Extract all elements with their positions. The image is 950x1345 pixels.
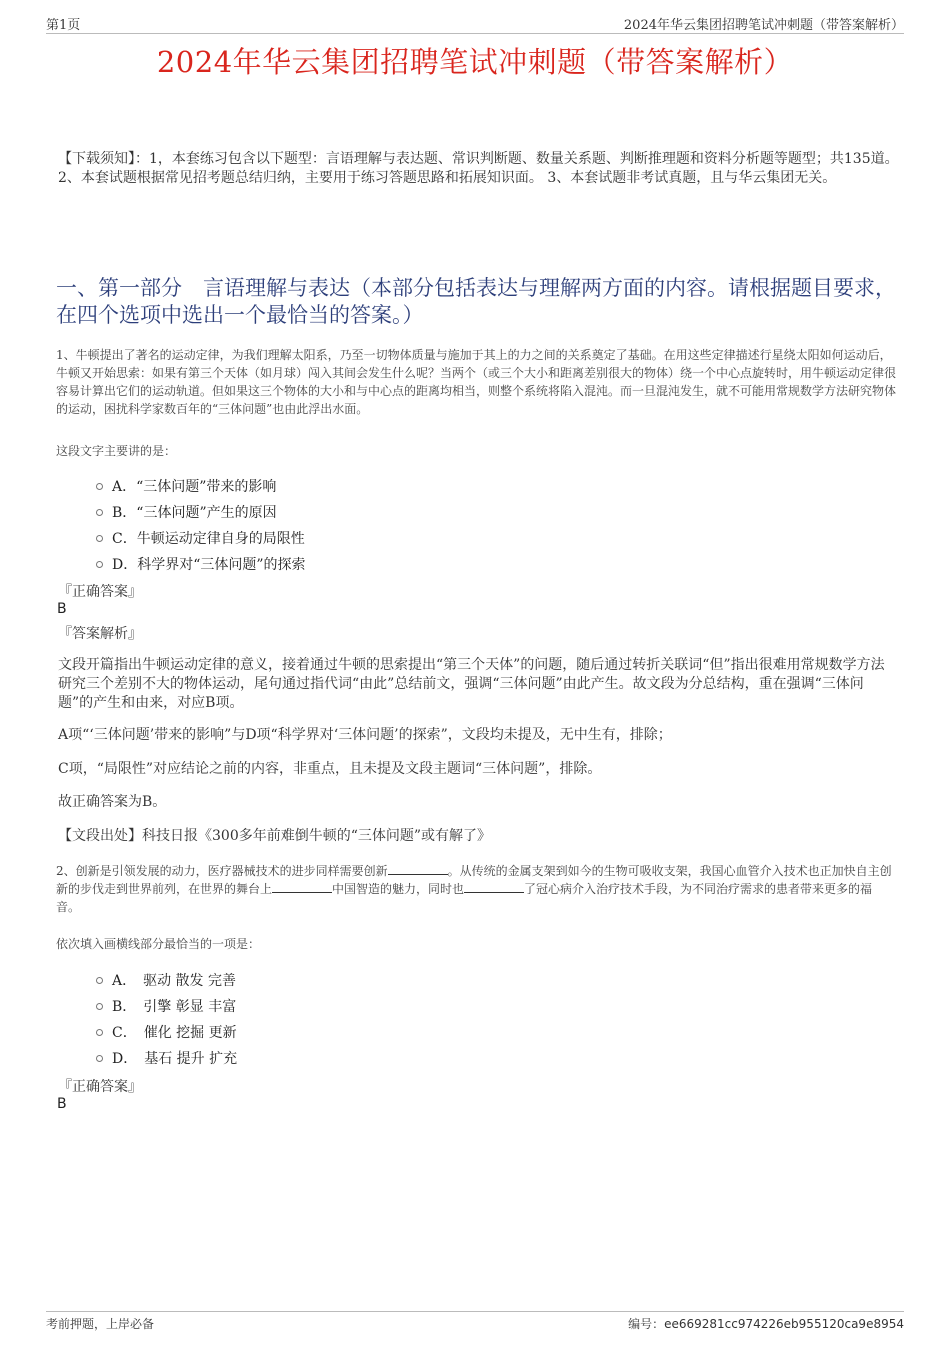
q1-analysis-paragraph: C项，“局限性”对应结论之前的内容，非重点，且未提及文段主题词“三体问题”，排除。 (58, 761, 602, 777)
q1-option-c[interactable]: C．牛顿运动定律自身的局限性 (96, 525, 306, 551)
q1-analysis-paragraph: A项“‘三体问题’带来的影响”与D项“科学界对‘三体问题’的探索”，文段均未提及，无中生有，排除； (58, 727, 672, 743)
footer-code: 编号：ee669281cc974226eb955120ca9e8954 (628, 1317, 904, 1331)
fill-blank[interactable] (388, 862, 448, 875)
radio-icon[interactable] (96, 561, 103, 568)
q2-passage: 2、创新是引领发展的动力，医疗器械技术的进步同样需要创新 。从传统的金属支架到如今的生物可吸收支架，我国心血管介入技术也正加快自主创新的步伐走到世界前列，在世界的舞台上 中国智造的魅力，同时也 了冠心病介入治疗技术手段，为不同治疗需求的患者带来更多的福音。 (56, 864, 892, 914)
q1-analysis-paragraph: 文段开篇指出牛顿运动定律的意义，接着通过牛顿的思索提出“第三个天体”的问题，随后通过转折关联词“但”指出很难用常规数学方法研究三个差别不大的物体运动，尾句通过指代词“由此”总结前文，强调“三体问题”由此产生。故文段为分总结构，重在强调“三体问题”的产生和由来，对应B项。 (58, 657, 885, 711)
q2-options (96, 967, 237, 1071)
q1-analysis-label: 『答案解析』 (58, 626, 142, 642)
footer-slogan: 考前押题，上岸必备 (46, 1317, 155, 1331)
radio-icon[interactable] (96, 977, 103, 984)
footer-divider (46, 1311, 904, 1312)
q1-source: 【文段出处】科技日报《300多年前难倒牛顿的“三体问题”或有解了》 (58, 828, 492, 844)
q2-option-a[interactable]: A． 驱动 散发 完善 (96, 967, 237, 993)
q2-option-d[interactable]: D． 基石 提升 扩充 (96, 1045, 237, 1071)
page-title: 2024年华云集团招聘笔试冲刺题（带答案解析） (156, 45, 794, 79)
fill-blank[interactable] (464, 880, 524, 893)
radio-icon[interactable] (96, 1029, 103, 1036)
header-divider (46, 33, 904, 34)
page-number: 第1页 (46, 18, 81, 33)
radio-icon[interactable] (96, 1003, 103, 1010)
fill-blank[interactable] (272, 880, 332, 893)
download-notice: 【下载须知】：1，本套练习包含以下题型：言语理解与表达题、常识判断题、数量关系题、判断推理题和资料分析题等题型；共135道。 2、本套试题根据常见招考题总结归纳，主要用于练习答题思路和拓展知识面。 3、本套试题非考试真题，且与华云集团无关。 (58, 151, 899, 186)
q2-correct-answer-label: 『正确答案』 (58, 1079, 142, 1095)
q1-option-d[interactable]: D．科学界对“三体问题”的探索 (96, 551, 306, 577)
radio-icon[interactable] (96, 535, 103, 542)
q2-stem: 依次填入画横线部分最恰当的一项是： (56, 937, 261, 951)
section-title: 一、第一部分 言语理解与表达（本部分包括表达与理解两方面的内容。请根据题目要求，在四个选项中选出一个最恰当的答案。） (56, 276, 896, 327)
q1-passage: 1、牛顿提出了著名的运动定律，为我们理解太阳系，乃至一切物体质量与施加于其上的力之间的关系奠定了基础。在用这些定律描述行星绕太阳如何运动后，牛顿又开始思索：如果有第三个天体（如月球）闯入其间会发生什么呢？当两个（或三个大小和距离差别很大的物体）绕一个中心点旋转时，用牛顿运动定律很容易计算出它们的运动轨道。但如果这三个物体的大小和与中心点的距离均相当，则整个系统将陷入混沌。而一旦混沌发生，就不可能用常规数学方法研究物体的运动，困扰科学家数百年的“三体问题”也由此浮出水面。 (56, 348, 897, 416)
radio-icon[interactable] (96, 1055, 103, 1062)
q1-option-a[interactable]: A．“三体问题”带来的影响 (96, 473, 306, 499)
radio-icon[interactable] (96, 483, 103, 490)
q2-option-c[interactable]: C． 催化 挖掘 更新 (96, 1019, 237, 1045)
header-doc-title: 2024年华云集团招聘笔试冲刺题（带答案解析） (623, 18, 904, 33)
q1-stem: 这段文字主要讲的是： (56, 444, 177, 458)
q1-answer: B (57, 601, 67, 617)
q1-option-b[interactable]: B．“三体问题”产生的原因 (96, 499, 306, 525)
q1-correct-answer-label: 『正确答案』 (58, 584, 142, 600)
q2-option-b[interactable]: B． 引擎 彰显 丰富 (96, 993, 237, 1019)
q2-answer: B (57, 1096, 67, 1112)
radio-icon[interactable] (96, 509, 103, 516)
q1-options (96, 473, 306, 577)
q1-analysis-paragraph: 故正确答案为B。 (58, 794, 167, 810)
